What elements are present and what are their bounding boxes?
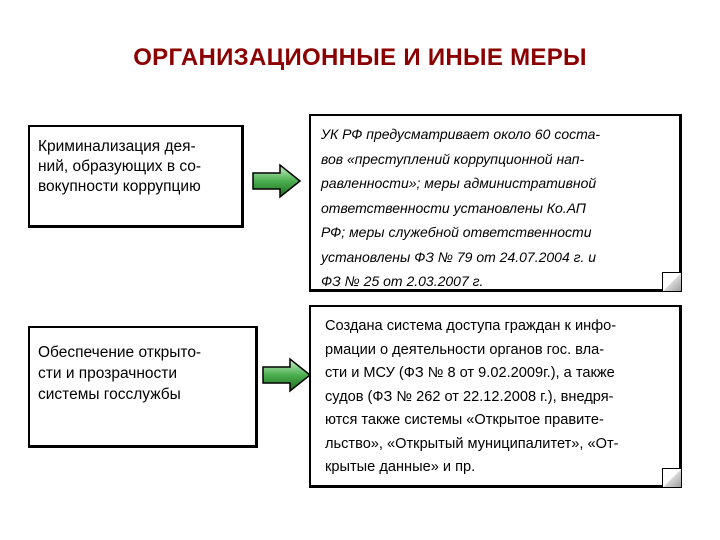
measure-box-transparency: [28, 326, 258, 448]
measure-line: Обеспечение открыто-: [38, 344, 202, 361]
measure-line: Криминализация дея-: [38, 138, 196, 155]
measure-line: сти и прозрачности: [38, 365, 178, 382]
detail-line: Создана система доступа граждан к инфо-: [325, 318, 617, 334]
detail-line: равленности»; меры административной: [321, 175, 597, 191]
detail-line: ФЗ № 25 от 2.03.2007 г.: [321, 273, 484, 289]
detail-line: сти и МСУ (ФЗ № 8 от 9.02.2009г.), а также: [325, 365, 615, 381]
detail-line: вов «преступлений коррупционной нап-: [321, 150, 585, 167]
slide-title: ОРГАНИЗАЦИОННЫЕ И ИНЫЕ МЕРЫ: [133, 44, 587, 71]
detail-box-legislation: [309, 114, 682, 292]
detail-line: рмации о деятельности органов гос. вла-: [325, 341, 605, 358]
measure-line: вокупности коррупцию: [38, 178, 201, 195]
right-arrow-icon: [262, 357, 312, 393]
right-arrow-icon: [252, 163, 302, 199]
measure-line: ний, образующих в со-: [38, 158, 202, 175]
detail-line: ответственности установлены Ко.АП: [321, 199, 586, 216]
measure-box-criminalization: [28, 125, 244, 228]
detail-line: установлены ФЗ № 79 от 24.07.2004 г. и: [321, 248, 597, 265]
detail-line: судов (ФЗ № 262 от 22.12.2008 г.), внедря-: [325, 388, 614, 405]
detail-line: ются также системы «Открытое правите-: [325, 412, 604, 428]
detail-line: УК РФ предусматривает около 60 соста-: [321, 126, 601, 142]
detail-line: РФ; меры служебной ответственности: [321, 224, 592, 240]
detail-line: крытые данные» и пр.: [325, 459, 476, 475]
detail-line: льство», «Открытый муниципалитет», «От-: [325, 435, 619, 452]
detail-box-access: [309, 305, 682, 488]
measure-line: системы госслужбы: [38, 386, 181, 403]
